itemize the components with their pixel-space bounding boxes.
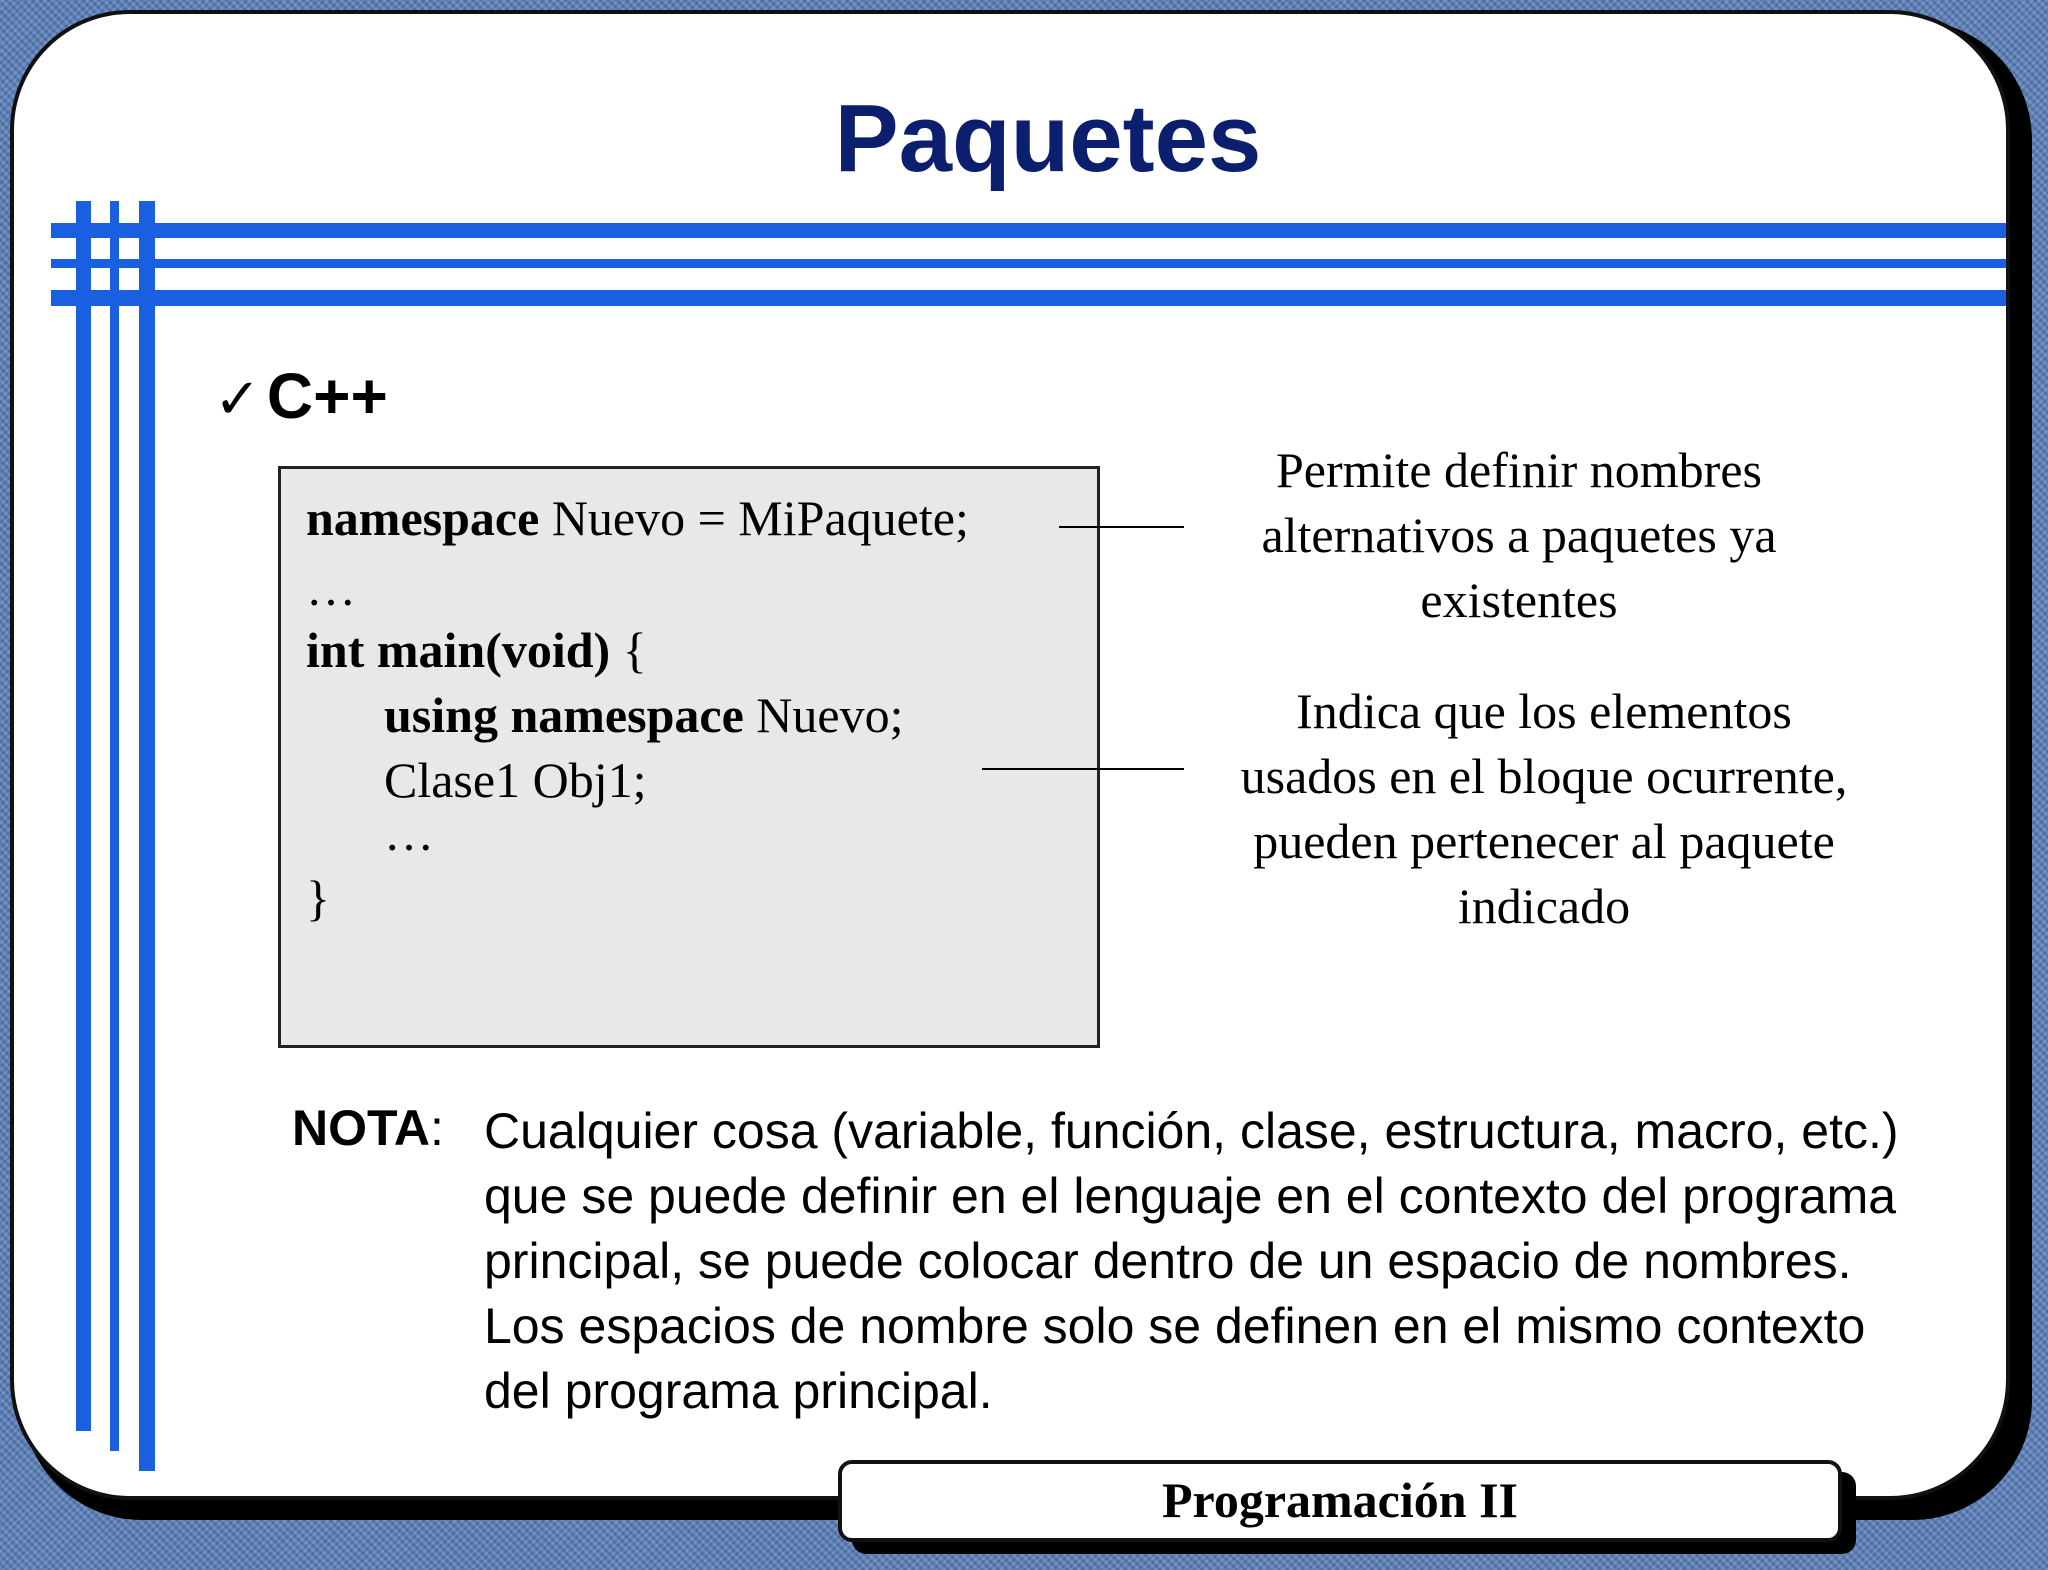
annotation-line: Indica que los elementos <box>1296 683 1792 739</box>
code-line-declaration: Clase1 Obj1; <box>384 752 647 808</box>
code-line-closing-brace: } <box>306 870 330 926</box>
note-text: Cualquier cosa (variable, función, clase, estructura, macro, etc.) que se puede definir en el lenguaje en el contexto del programa principal, se puede colocar dentro de un espacio de nombres. Los espacios de nombre solo se definen en el mismo contexto del programa principal. <box>484 1103 1899 1419</box>
note-colon: : <box>429 1100 444 1156</box>
slide-title: Paquetes <box>834 85 1262 192</box>
side-rule-middle <box>110 201 119 1451</box>
annotation-line: existentes <box>1420 572 1618 628</box>
annotation-line: alternativos a paquetes ya <box>1261 507 1777 563</box>
side-rule-left <box>76 201 91 1431</box>
code-line-using <box>384 686 903 744</box>
code-keyword: using namespace <box>384 687 744 743</box>
code-line-ellipsis-inner: … <box>384 805 434 861</box>
code-keyword: namespace <box>306 490 540 546</box>
code-text: Nuevo; <box>743 687 904 743</box>
connector-using <box>982 768 1184 770</box>
note-label <box>292 1099 444 1157</box>
check-icon: ✓ <box>214 367 261 432</box>
header-rule-middle <box>51 259 2009 268</box>
code-line-ellipsis: … <box>306 560 356 616</box>
header-rule-top <box>51 223 2009 238</box>
annotation-alias <box>1204 438 1834 633</box>
footer-label: Programación II <box>838 1460 1842 1542</box>
code-text: { <box>610 622 647 678</box>
code-box <box>278 466 1100 1048</box>
code-text: Nuevo = MiPaquete; <box>539 490 969 546</box>
code-keyword: int main(void) <box>306 622 611 678</box>
annotation-using <box>1204 679 1884 939</box>
code-line-main <box>306 621 647 679</box>
header-rule-bottom <box>51 290 2009 306</box>
side-rule-right <box>139 201 155 1471</box>
annotation-line: usados en el bloque ocurrente, <box>1240 748 1848 804</box>
note-label-text: NOTA <box>292 1100 430 1156</box>
annotation-line: pueden pertenecer al paquete <box>1253 813 1835 869</box>
slide <box>10 10 2010 1500</box>
code-line-namespace-alias <box>306 489 969 547</box>
annotation-line: indicado <box>1457 878 1631 934</box>
section-label: C++ <box>266 360 388 432</box>
annotation-line: Permite definir nombres <box>1276 442 1762 498</box>
connector-alias <box>1059 526 1184 528</box>
section-heading <box>214 359 388 433</box>
